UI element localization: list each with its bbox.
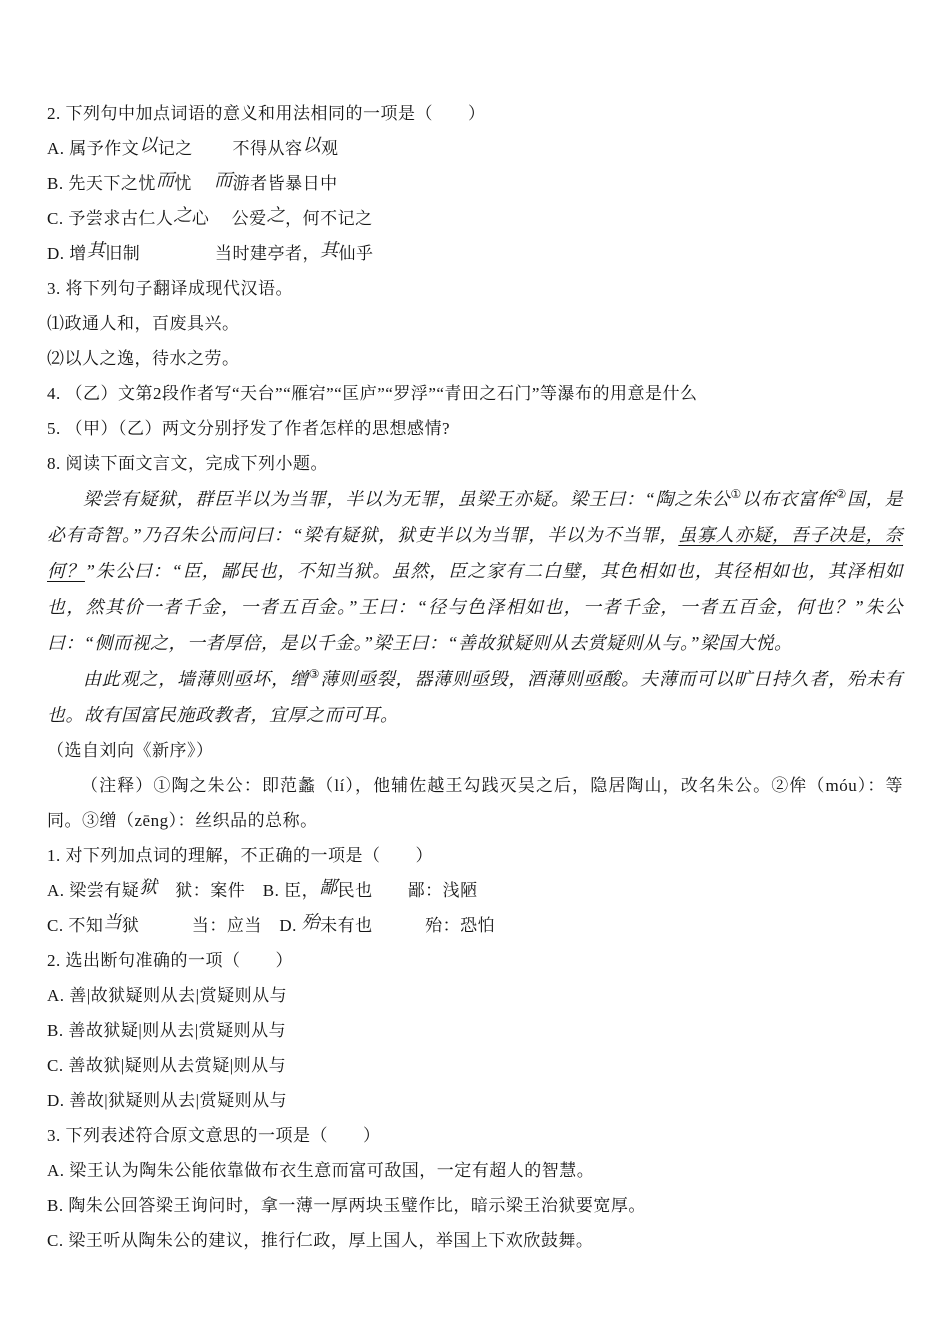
text-run: 游者皆暴日中 [232, 174, 338, 193]
q3-sentence-2 [47, 341, 903, 376]
text-run: 旧制 [105, 244, 216, 263]
text-run: B. 陶朱公回答梁王询问时，拿一薄一厚两块玉璧作比，暗示梁王治狱要宽厚。 [47, 1196, 646, 1215]
emphasized-char: 以 [302, 135, 322, 155]
text-run: 公爱 [231, 209, 267, 228]
note-reference-mark: ① [730, 487, 742, 501]
text-run: 狱：案件 B. 臣， [157, 881, 320, 900]
q8-intro [47, 446, 903, 481]
q2-stem [47, 96, 903, 131]
text-run: 2. 下列句中加点词语的意义和用法相同的一项是（ ） [47, 104, 486, 123]
text-run: ”朱公曰：“臣，鄙民也，不知当狱。虽然，臣之家有二白璧，其色相如也，其径相如也，其泽相如也，然其价一者千金，一者五百金。”王曰：“径与色泽相如也，一者千金，一者五百金，何也？”朱公曰：“侧而视之，一者厚倍，是以千金。”梁王曰：“善故狱疑则从去赏疑则从与。”梁国大悦。 [47, 561, 903, 653]
sub-q2-option-c [47, 1048, 903, 1083]
text-run: 由此观之，墙薄则亟坏，缯 [83, 669, 309, 689]
passage-paragraph-2 [47, 661, 903, 733]
text-run: 不得从容 [232, 139, 303, 158]
sub-q1-stem [47, 838, 903, 873]
text-run: 4. （乙）文第2段作者写“天台”“雁宕”“匡庐”“罗浮”“青田之石门”等瀑布的用意是什么 [47, 384, 698, 403]
sub-q1-options-ab [47, 873, 903, 908]
text-run: 狱 当：应当 D. [121, 916, 302, 935]
text-run: 民也 鄙：浅陋 [337, 881, 478, 900]
text-run: 3. 下列表述符合原文意思的一项是（ ） [47, 1126, 381, 1145]
text-run: B. 善故狱疑|则从去|赏疑则从与 [47, 1021, 287, 1040]
emphasized-char: 其 [86, 240, 106, 260]
text-run: 未有也 殆：恐怕 [320, 916, 496, 935]
q2-option-c [47, 201, 903, 236]
emphasized-char: 鄙 [319, 877, 338, 897]
text-run: 记之 [157, 139, 233, 158]
text-run: 薄则亟裂，器薄则亟毁，酒薄则亟酸。夫薄而可以旷日持久者，殆未有也。故有国富民施政教者，宜厚之而可耳。 [47, 669, 904, 725]
text-run: D. 善故|狱疑则从去|赏疑则从与 [47, 1091, 288, 1110]
q2-option-a [47, 131, 903, 166]
q4-stem [47, 376, 903, 411]
text-run: A. 梁尝有疑 [47, 881, 140, 900]
text-run: A. 属予作文 [47, 139, 140, 158]
text-run: （选自刘向《新序》） [47, 741, 214, 760]
sub-q2-option-d [47, 1083, 903, 1118]
text-run: 2. 选出断句准确的一项（ ） [47, 951, 293, 970]
q3-stem [47, 271, 903, 306]
emphasized-char: 而 [214, 170, 233, 190]
underlined-clause: 虽寡人亦疑，吾子决是，奈何？ [47, 525, 903, 581]
passage-source [47, 733, 903, 768]
passage-notes [47, 768, 903, 838]
text-run: C. 予尝求古仁人 [47, 209, 174, 228]
text-run: B. 先天下之忧 [47, 174, 156, 193]
text-run: 5. （甲）（乙）两文分别抒发了作者怎样的思想感情? [47, 419, 451, 438]
text-run: 忧 [174, 174, 215, 193]
text-run: C. 不知 [47, 916, 104, 935]
sub-q3-stem [47, 1118, 903, 1153]
sub-q1-options-cd [47, 908, 903, 943]
text-run: 梁尝有疑狱，群臣半以为当罪，半以为无罪，虽梁王亦疑。梁王曰：“陶之朱公 [83, 489, 731, 509]
q3-sentence-1 [47, 306, 903, 341]
emphasized-char: 狱 [139, 877, 158, 897]
passage-paragraph-1 [47, 481, 903, 661]
q2-option-b [47, 166, 903, 201]
text-run: ⑴政通人和，百废具兴。 [47, 314, 240, 333]
emphasized-char: 之 [266, 205, 286, 225]
text-run: C. 梁王听从陶朱公的建议，推行仁政，厚上国人，举国上下欢欣鼓舞。 [47, 1231, 594, 1250]
sub-q2-option-b [47, 1013, 903, 1048]
text-run: 仙乎 [338, 244, 374, 263]
emphasized-char: 之 [173, 205, 192, 225]
text-run: 当时建亭者， [215, 244, 321, 263]
text-run: ，何不记之 [285, 209, 373, 228]
text-run: A. 善|故狱疑则从去|赏疑则从与 [47, 986, 288, 1005]
text-run: ⑵以人之逸，待水之劳。 [47, 349, 240, 368]
text-run: 3. 将下列句子翻译成现代汉语。 [47, 279, 293, 298]
sub-q3-option-c [47, 1223, 903, 1258]
emphasized-char: 当 [103, 912, 122, 932]
q2-option-d [47, 236, 903, 271]
sub-q2-stem [47, 943, 903, 978]
text-run: D. 增 [47, 244, 87, 263]
text-run: 国，是必有奇智。”乃召朱公而问曰：“梁有疑狱，狱吏半以为当罪，半以为不当罪， [47, 489, 903, 545]
emphasized-char: 其 [320, 240, 339, 260]
text-run: C. 善故狱|疑则从去赏疑|则从与 [47, 1056, 287, 1075]
note-reference-mark: ③ [308, 667, 321, 681]
text-run: 以布衣富侔 [741, 489, 836, 509]
note-reference-mark: ② [835, 487, 848, 501]
q5-stem [47, 411, 903, 446]
sub-q2-option-a [47, 978, 903, 1013]
sub-q3-option-a [47, 1153, 903, 1188]
emphasized-char: 以 [139, 135, 158, 155]
text-run: 1. 对下列加点词的理解，不正确的一项是（ ） [47, 846, 433, 865]
text-run: A. 梁王认为陶朱公能依靠做布衣生意而富可敌国，一定有超人的智慧。 [47, 1161, 595, 1180]
text-run: 观 [321, 139, 339, 158]
emphasized-char: 而 [155, 170, 175, 190]
emphasized-char: 殆 [301, 912, 321, 932]
sub-q3-option-b [47, 1188, 903, 1223]
text-run: （注释）①陶之朱公：即范蠡（lí），他辅佐越王勾践灭吴之后，隐居陶山，改名朱公。②侔（móu）：等同。③缯（zēng）：丝织品的总称。 [47, 776, 903, 830]
text-run: 8. 阅读下面文言文，完成下列小题。 [47, 454, 328, 473]
text-run: 心 [191, 209, 232, 228]
